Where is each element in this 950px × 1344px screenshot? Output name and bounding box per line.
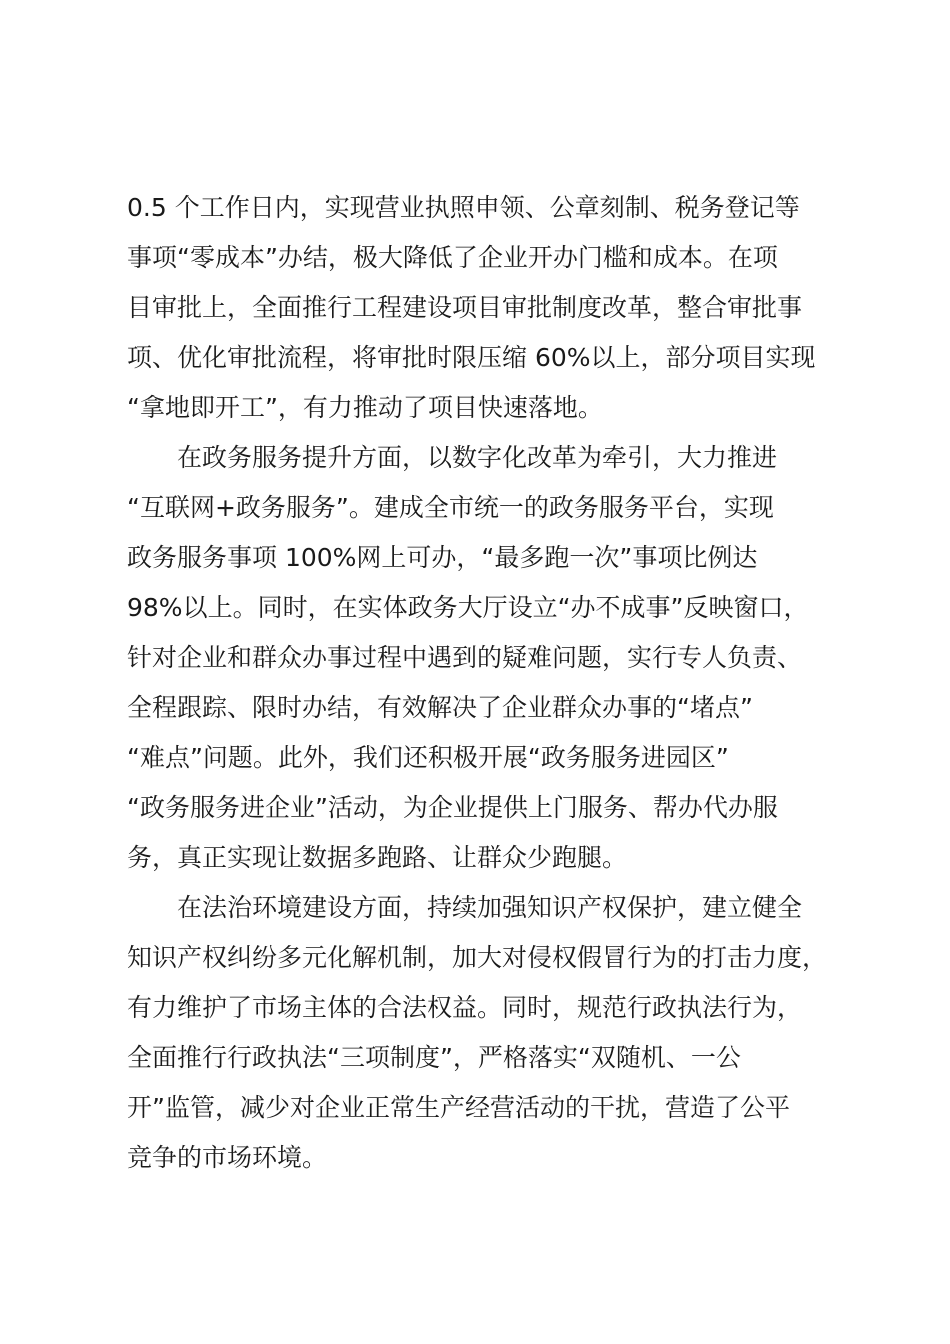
text-line: “难点”问题。此外，我们还积极开展“政务服务进园区” [127,743,729,772]
text-line: 开”监管，减少对企业正常生产经营活动的干扰，营造了公平 [127,1093,790,1122]
text-line: 知识产权纠纷多元化解机制，加大对侵权假冒行为的打击力度， [127,943,828,972]
body-text [127,183,833,1183]
text-line: 0.5 个工作日内，实现营业执照申领、公章刻制、税务登记等 [127,193,800,222]
text-line: 全面推行行政执法“三项制度”，严格落实“双随机、一公 [127,1043,741,1072]
text-line: 目审批上，全面推行工程建设项目审批制度改革，整合审批事 [127,293,803,322]
text-line: “拿地即开工”，有力推动了项目快速落地。 [127,393,603,422]
text-line: 针对企业和群众办事过程中遇到的疑难问题，实行专人负责、 [127,643,803,672]
text-line: 务，真正实现让数据多跑路、让群众少跑腿。 [127,843,628,872]
paragraph-start-line: 在政务服务提升方面，以数字化改革为牵引，大力推进 [127,443,778,472]
text-line: 事项“零成本”办结，极大降低了企业开办门槛和成本。在项 [127,243,778,272]
text-line: 竞争的市场环境。 [127,1143,328,1172]
text-line: 全程跟踪、限时办结，有效解决了企业群众办事的“堵点” [127,693,753,722]
text-line: “政务服务进企业”活动，为企业提供上门服务、帮办代办服 [127,793,778,822]
text-line: 项、优化审批流程，将审批时限压缩 60%以上，部分项目实现 [127,343,816,372]
text-line: 98%以上。同时，在实体政务大厅设立“办不成事”反映窗口， [127,593,809,622]
paragraph-start-line: 在法治环境建设方面，持续加强知识产权保护，建立健全 [127,893,803,922]
text-line: “互联网+政务服务”。建成全市统一的政务服务平台，实现 [127,493,774,522]
text-line: 政务服务事项 100%网上可办，“最多跑一次”事项比例达 [127,543,758,572]
text-line: 有力维护了市场主体的合法权益。同时，规范行政执法行为， [127,993,803,1022]
